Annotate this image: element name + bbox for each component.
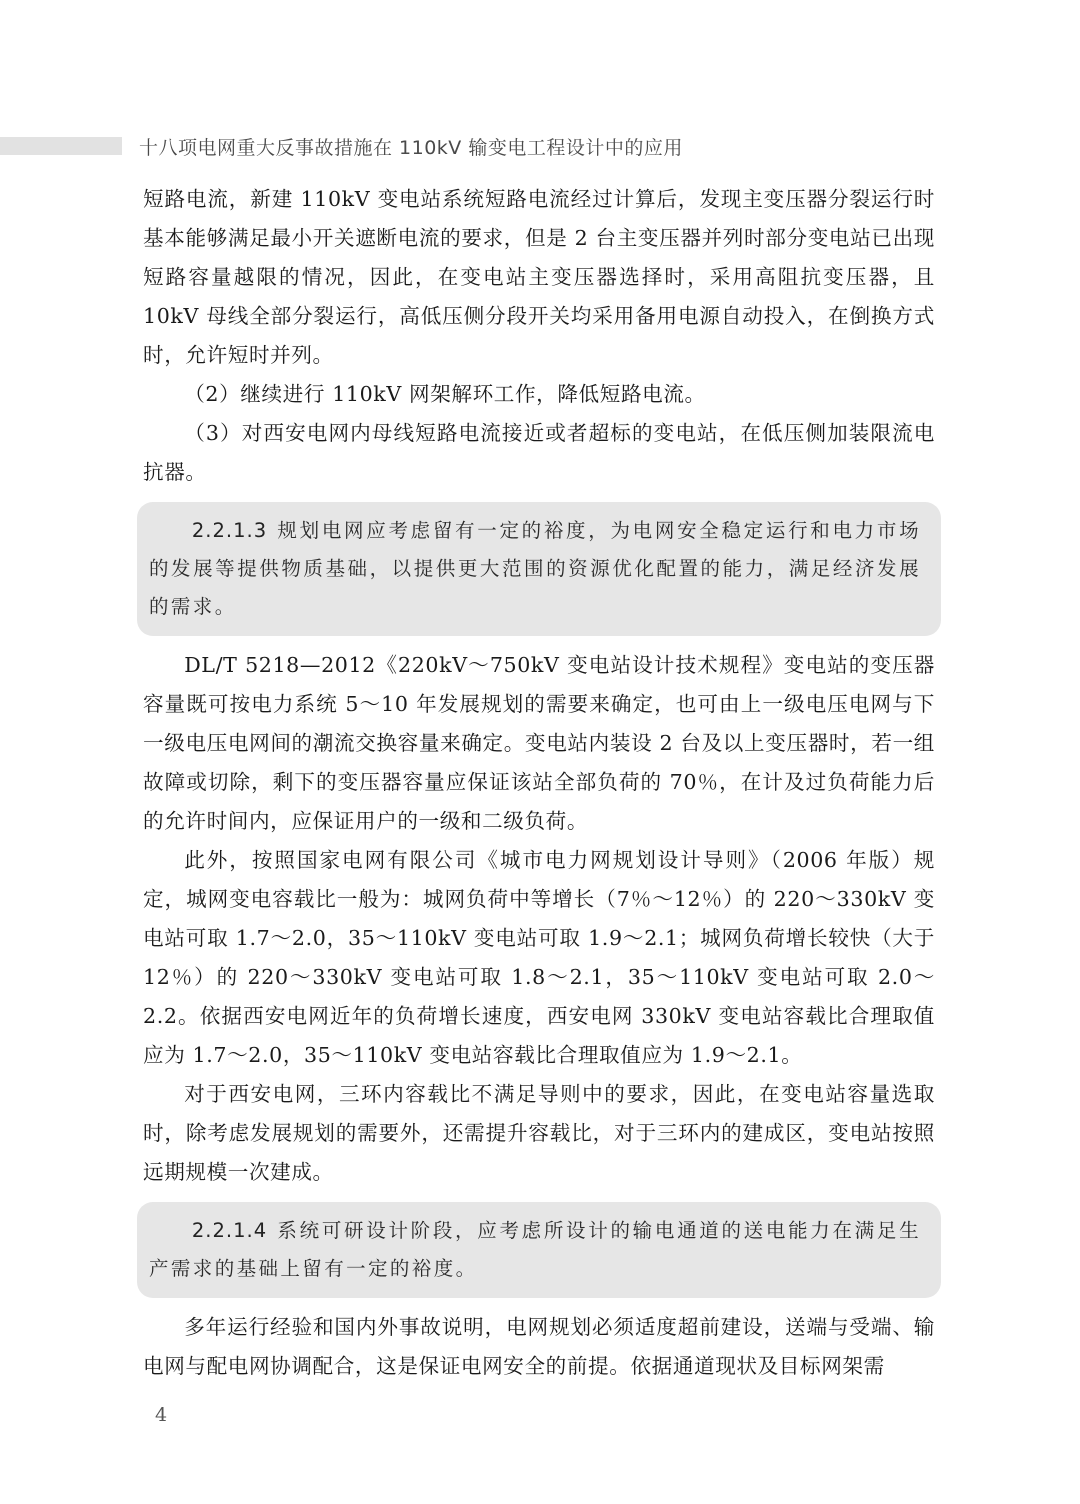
paragraph-short-circuit-continued: 短路电流，新建 110kV 变电站系统短路电流经过计算后，发现主变压器分裂运行时基本能够满足最小开关遮断电流的要求，但是 2 台主变压器并列时部分变电站已出现短路容量越限的情况，因此，在变电站主变压器选择时，采用高阻抗变压器，且 10kV 母线全部分裂运行，高低压侧分段开关均采用备用电源自动投入，在倒换方式时，允许短时并列。 [143, 187, 935, 367]
clause-number: 2.2.1.4 [191, 1219, 268, 1242]
clause-text: 系统可研设计阶段，应考虑所设计的输电通道的送电能力在满足生产需求的基础上留有一定的裕度。 [149, 1219, 921, 1280]
clause-text: 规划电网应考虑留有一定的裕度，为电网安全稳定运行和电力市场的发展等提供物质基础，以提供更大范围的资源优化配置的能力，满足经济发展的需求。 [149, 519, 921, 618]
paragraph-transformer-capacity: DL/T 5218—2012《220kV～750kV 变电站设计技术规程》变电站的变压器容量既可按电力系统 5～10 年发展规划的需要来确定，也可由上一级电压电网与下一级电压电网间的潮流交换容量来确定。变电站内装设 2 台及以上变压器时，若一组故障或切除，剩下的变压器容量应保证该站全部负荷的 70％，在计及过负荷能力后的允许时间内，应保证用户的一级和二级负荷。 [143, 653, 935, 833]
paragraph-operation-experience: 多年运行经验和国内外事故说明，电网规划必须适度超前建设，送端与受端、输电网与配电网协调配合，这是保证电网安全的前提。依据通道现状及目标网架需 [143, 1315, 935, 1378]
page-body [143, 180, 935, 1386]
clause-2-2-1-4 [149, 1212, 921, 1288]
paragraph-item-3: （3）对西安电网内母线短路电流接近或者超标的变电站，在低压侧加装限流电抗器。 [143, 421, 935, 484]
clause-2-2-1-3 [149, 512, 921, 626]
paragraph-xian-grid: 对于西安电网，三环内容载比不满足导则中的要求，因此，在变电站容量选取时，除考虑发展规划的需要外，还需提升容载比，对于三环内的建成区，变电站按照远期规模一次建成。 [143, 1082, 935, 1184]
clause-number: 2.2.1.3 [191, 519, 268, 542]
clause-box-2-2-1-3 [137, 502, 941, 636]
paragraph-capacity-ratio: 此外，按照国家电网有限公司《城市电力网规划设计导则》（2006 年版）规定，城网变电容载比一般为：城网负荷中等增长（7％～12％）的 220～330kV 变电站可取 1.7～2.0，35～110kV 变电站可取 1.9～2.1；城网负荷增长较快（大于 12％）的 220～330kV 变电站可取 1.8～2.1，35～110kV 变电站可取 2.0～2.2。依据西安电网近年的负荷增长速度，西安电网 330kV 变电站容载比合理取值应为 1.7～2.0，35～110kV 变电站容载比合理取值应为 1.9～2.1。 [143, 848, 935, 1067]
clause-box-2-2-1-4 [137, 1202, 941, 1298]
paragraph-item-2: （2）继续进行 110kV 网架解环工作，降低短路电流。 [184, 382, 706, 406]
running-header-title: 十八项电网重大反事故措施在 110kV 输变电工程设计中的应用 [139, 137, 683, 159]
page-number: 4 [155, 1404, 168, 1426]
header-decor-bar [0, 137, 122, 155]
